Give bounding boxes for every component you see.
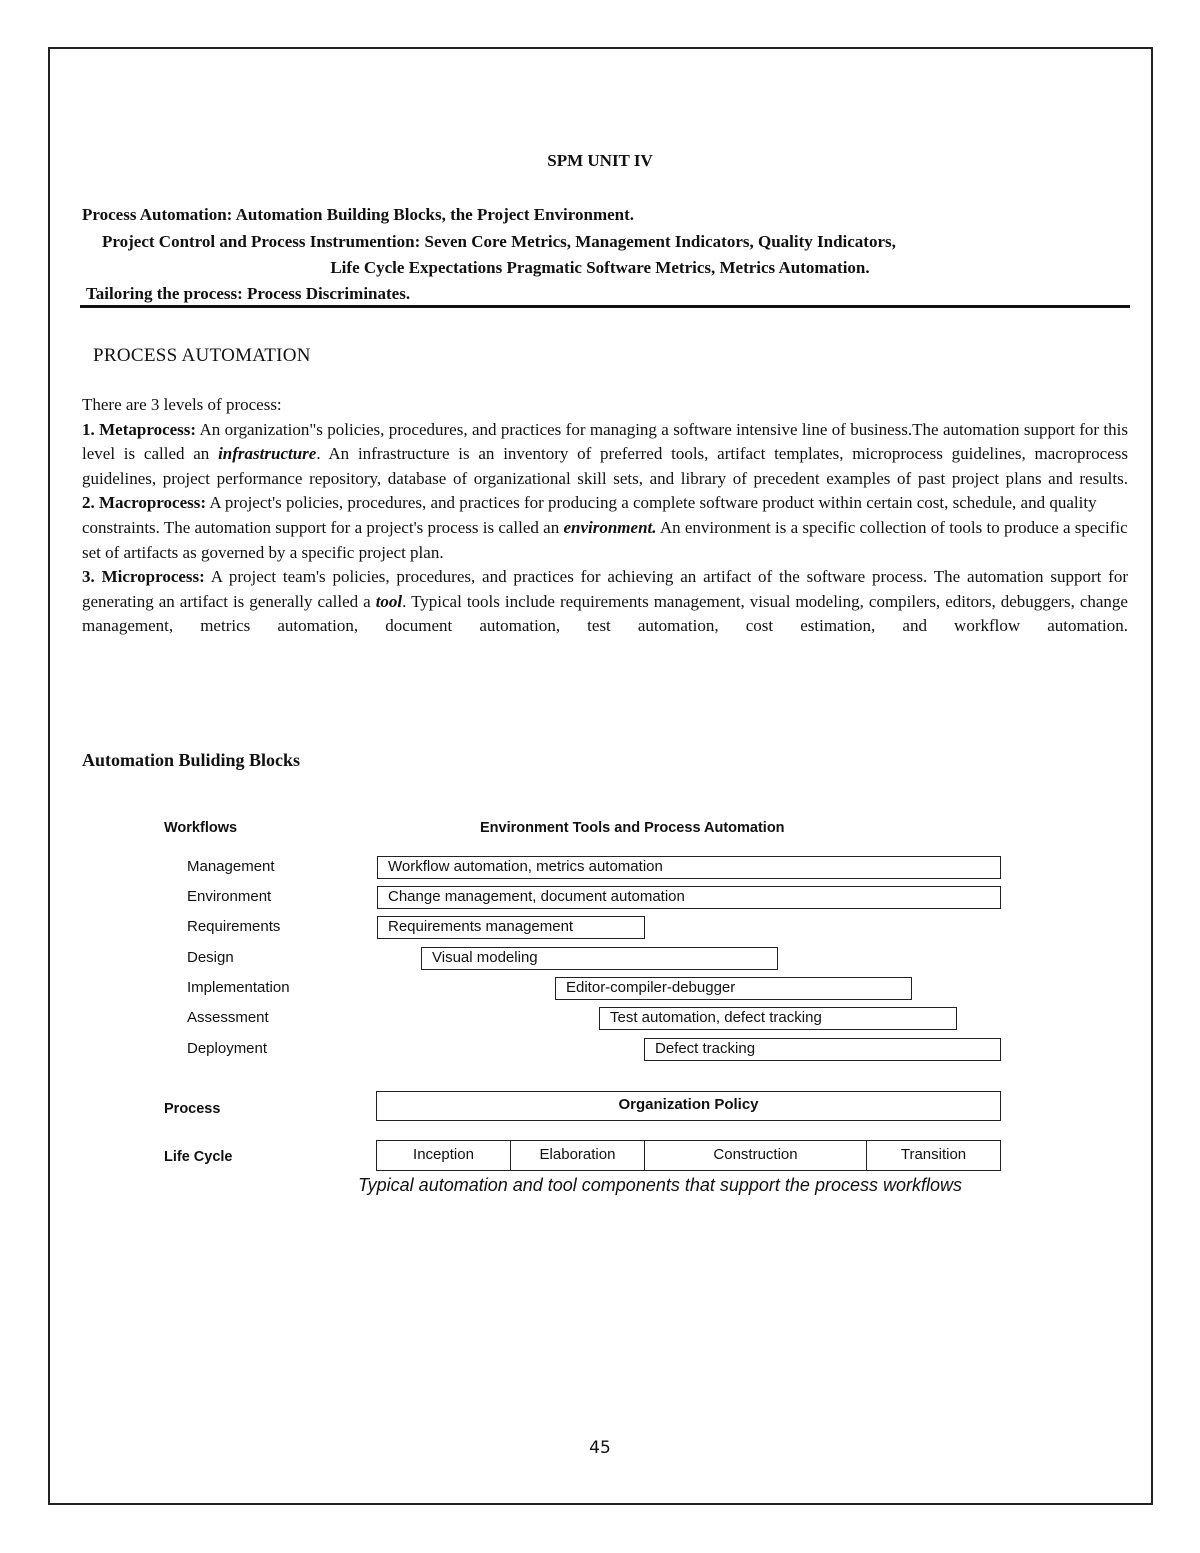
tool-bar-deployment: Defect tracking [644, 1038, 1001, 1061]
level-macroprocess: 2. Macroprocess: A project's policies, procedures, and practices for producing a complete software product within certain cost, schedule, and quality constraints. The automation support for a project's process is called an environment. An environment is a specific collection of tools to produce a specific set of artifacts as governed by a specific project plan. [82, 493, 1128, 562]
level-label: 3. Microprocess: [82, 567, 205, 587]
emphasis-term: tool [375, 591, 403, 611]
level-microprocess: 3. Microprocess: A project team's policies, procedures, and practices for achieving an artifact of the software process. The automation support for generating an artifact is generally called a tool. Typical tools include requirements management, visual modeling, compilers, editors, debuggers, change management, metrics automation, document automation, test automation, cost estimation, and workflow automation. [82, 567, 1128, 636]
workflow-label: Design [187, 949, 234, 966]
workflow-label: Implementation [187, 979, 290, 996]
emphasis-term: environment. [563, 517, 657, 537]
tool-bar-environment: Change management, document automation [377, 886, 1001, 909]
lifecycle-phases [376, 1140, 1001, 1171]
workflows-header: Workflows [164, 820, 238, 836]
phase-transition: Transition [900, 1146, 967, 1163]
syllabus-line-1: Process Automation: Automation Building Blocks, the Project Environment. [82, 205, 635, 224]
tools-header: Environment Tools and Process Automation [480, 820, 785, 836]
tool-bar-design: Visual modeling [421, 947, 778, 970]
syllabus-line-2: Project Control and Process Instrumention: Seven Core Metrics, Management Indicators, Quality Indicators, [102, 232, 896, 251]
tool-bar-implementation: Editor-compiler-debugger [555, 977, 912, 1000]
intro-text: There are 3 levels of process: [82, 395, 282, 414]
organization-policy-bar: Organization Policy [376, 1091, 1001, 1121]
phase-elaboration: Elaboration [511, 1141, 645, 1170]
workflow-label: Environment [187, 888, 272, 905]
level-label: 1. Metaprocess: [82, 419, 197, 439]
level-metaprocess: 1. Metaprocess: An organization"s policies, procedures, and practices for managing a software intensive line of business.The automation support for this level is called an infrastructure. An infrastructure is an inventory of preferred tools, artifact templates, microprocess guidelines, macroprocess guidelines, project performance repository, database of organizational skill sets, and library of precedent examples of past project plans and results. [82, 419, 1128, 488]
syllabus-line-4: Tailoring the process: Process Discriminates. [86, 284, 411, 303]
tool-bar-assessment: Test automation, defect tracking [599, 1007, 957, 1030]
workflow-label: Requirements [187, 918, 281, 935]
process-label: Process [164, 1101, 221, 1117]
syllabus-line-3: Life Cycle Expectations Pragmatic Software Metrics, Metrics Automation. [330, 258, 870, 277]
subheading: Automation Buliding Blocks [82, 750, 301, 770]
header-rule [80, 305, 1130, 308]
tool-bar-requirements: Requirements management [377, 916, 645, 939]
level-label: 2. Macroprocess: [82, 493, 207, 513]
emphasis-term: infrastructure [218, 444, 317, 464]
workflow-label: Assessment [187, 1009, 269, 1026]
workflow-label: Deployment [187, 1040, 268, 1057]
workflow-label: Management [187, 858, 275, 875]
tool-bar-management: Workflow automation, metrics automation [377, 856, 1001, 879]
phase-construction: Construction [645, 1141, 867, 1170]
diagram-caption: Typical automation and tool components that support the process workflows [358, 1175, 962, 1195]
section-heading: PROCESS AUTOMATION [93, 345, 311, 366]
section-body [82, 393, 1128, 639]
page-number: 45 [589, 1438, 611, 1458]
phase-inception: Inception [377, 1141, 511, 1170]
unit-title: SPM UNIT IV [547, 151, 653, 170]
lifecycle-label: Life Cycle [164, 1149, 233, 1165]
